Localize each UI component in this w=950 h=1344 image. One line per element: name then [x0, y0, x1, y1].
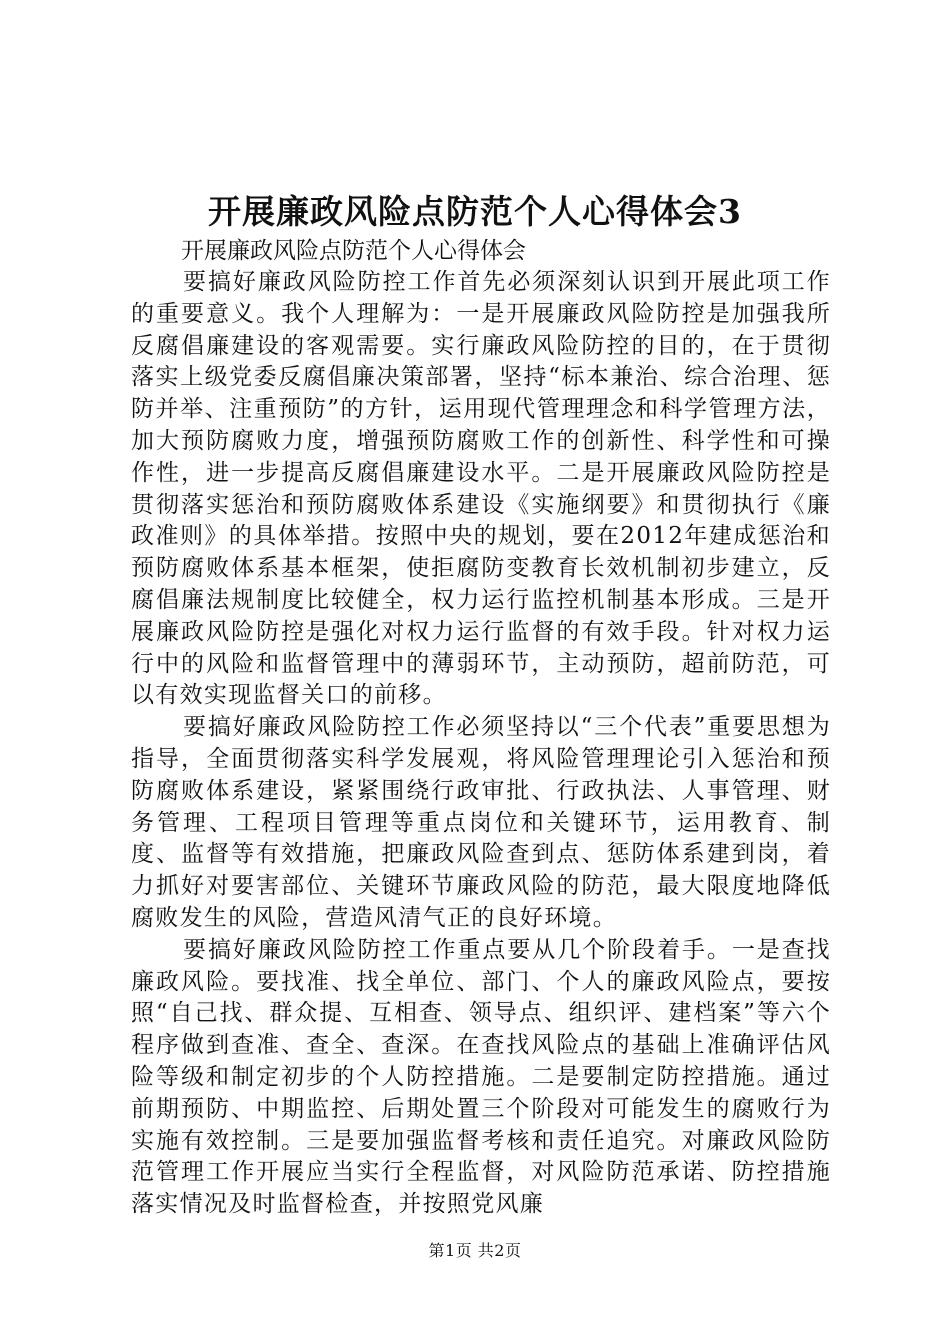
- paragraph-2: 要搞好廉政风险防控工作必须坚持以“三个代表”重要思想为指导，全面贯彻落实科学发展观，将风险管理理论引入惩治和预防腐败体系建设，紧紧围绕行政审批、行政执法、人事管理、财务管理、工程项目管理等重点岗位和关键环节，运用教育、制度、监督等有效措施，把廉政风险查到点、惩防体系建到岗，着力抓好对要害部位、关键环节廉政风险的防范，最大限度地降低腐败发生的风险，营造风清气正的良好环境。: [131, 714, 831, 931]
- document-subtitle: 开展廉政风险点防范个人心得体会: [181, 238, 526, 264]
- page-number-footer: 第1页 共2页: [428, 1241, 522, 1260]
- document-body: [131, 236, 831, 1221]
- paragraph-1: 要搞好廉政风险防控工作首先必须深刻认识到开展此项工作的重要意义。我个人理解为：一是开展廉政风险防控是加强我所反腐倡廉建设的客观需要。实行廉政风险防控的目的，在于贯彻落实上级党委反腐倡廉决策部署，坚持“标本兼治、综合治理、惩防并举、注重预防”的方针，运用现代管理理念和科学管理方法，加大预防腐败力度，增强预防腐败工作的创新性、科学性和可操作性，进一步提高反腐倡廉建设水平。二是开展廉政风险防控是贯彻落实惩治和预防腐败体系建设《实施纲要》和贯彻执行《廉政准则》的具体举措。按照中央的规划，要在2012年建成惩治和预防腐败体系基本框架，使拒腐防变教育长效机制初步建立，反腐倡廉法规制度比较健全，权力运行监控机制基本形成。三是开展廉政风险防控是强化对权力运行监督的有效手段。针对权力运行中的风险和监督管理中的薄弱环节，主动预防，超前防范，可以有效实现监督关口的前移。: [131, 269, 831, 709]
- paragraph-3: 要搞好廉政风险防控工作重点要从几个阶段着手。一是查找廉政风险。要找准、找全单位、部门、个人的廉政风险点，要按照“自己找、群众提、互相查、领导点、组织评、建档案”等六个程序做到查准、查全、查深。在查找风险点的基础上准确评估风险等级和制定初步的个人防控措施。二是要制定防控措施。通过前期预防、中期监控、后期处置三个阶段对可能发生的腐败行为实施有效控制。三是要加强监督考核和责任追究。对廉政风险防范管理工作开展应当实行全程监督，对风险防范承诺、防控措施落实情况及时监督检查，并按照党风廉: [131, 936, 831, 1218]
- document-title: 开展廉政风险点防范个人心得体会3: [208, 192, 742, 231]
